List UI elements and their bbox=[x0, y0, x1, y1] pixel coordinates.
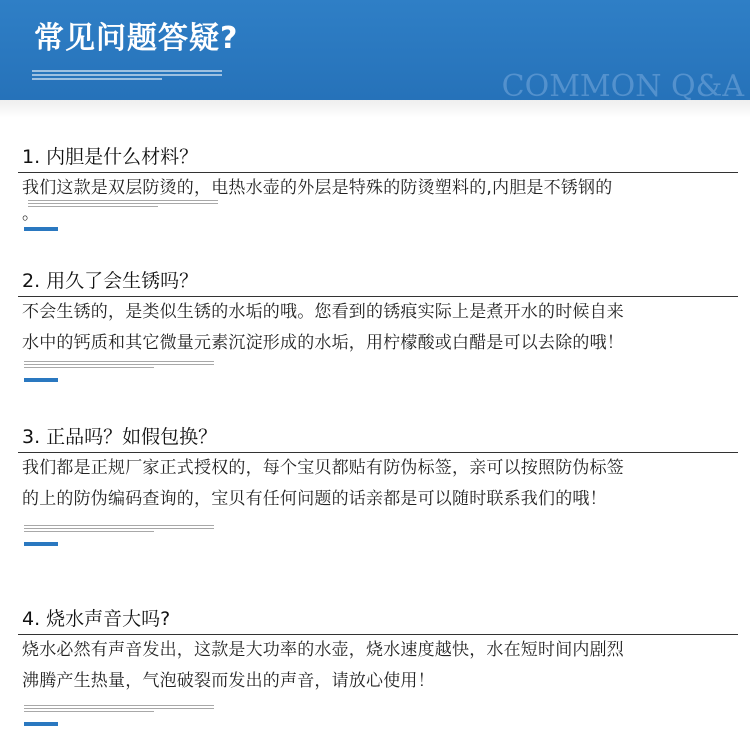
faq-item bbox=[18, 424, 738, 546]
banner-fine-line bbox=[32, 70, 222, 72]
accent-tick bbox=[24, 378, 58, 382]
banner-fine-line bbox=[32, 78, 162, 80]
faq-answer bbox=[18, 297, 738, 359]
faq-answer bbox=[18, 173, 738, 223]
faq-answer bbox=[18, 635, 738, 697]
banner-watermark: COMMON Q&A bbox=[501, 69, 744, 100]
fine-print bbox=[18, 361, 738, 368]
faq-question: 4. 烧水声音大吗? bbox=[22, 608, 171, 630]
faq-answer-line: 烧水必然有声音发出，这款是大功率的水壶，烧水速度越快，水在短时间内剧烈 bbox=[22, 640, 624, 660]
faq-item bbox=[18, 606, 738, 726]
faq-item bbox=[18, 268, 738, 382]
faq-question: 2. 用久了会生锈吗？ bbox=[22, 270, 199, 292]
accent-tick bbox=[24, 542, 58, 546]
faq-answer-line: 我们这款是双层防烫的，电热水壶的外层是特殊的防烫塑料的,内胆是不锈钢的 bbox=[22, 178, 613, 198]
faq-item bbox=[18, 144, 738, 231]
faq-answer-line: 我们都是正规厂家正式授权的，每个宝贝都贴有防伪标签，亲可以按照防伪标签 bbox=[22, 458, 624, 478]
fine-print bbox=[18, 525, 738, 532]
accent-tick bbox=[24, 722, 58, 726]
faq-answer-line: 不会生锈的，是类似生锈的水垢的哦。您看到的锈痕实际上是煮开水的时候自来 bbox=[22, 302, 624, 322]
faq-answer-line: 的上的防伪编码查询的，宝贝有任何问题的话亲都是可以随时联系我们的哦！ bbox=[22, 489, 607, 509]
banner-shadow bbox=[0, 100, 750, 118]
faq-answer-line: 沸腾产生热量，气泡破裂而发出的声音，请放心使用！ bbox=[22, 671, 435, 691]
faq-answer-line: 水中的钙质和其它微量元素沉淀形成的水垢，用柠檬酸或白醋是可以去除的哦！ bbox=[22, 333, 624, 353]
banner-fine-line bbox=[32, 74, 222, 76]
page-title: 常见问题答疑? bbox=[34, 21, 239, 56]
header-banner bbox=[0, 0, 750, 100]
accent-tick bbox=[24, 227, 58, 231]
faq-answer-line: 。 bbox=[22, 204, 40, 224]
faq-question: 1. 内胆是什么材料？ bbox=[22, 146, 199, 168]
fine-print bbox=[18, 705, 738, 712]
faq-question: 3. 正品吗？如假包换？ bbox=[22, 426, 218, 448]
faq-answer bbox=[18, 453, 738, 515]
